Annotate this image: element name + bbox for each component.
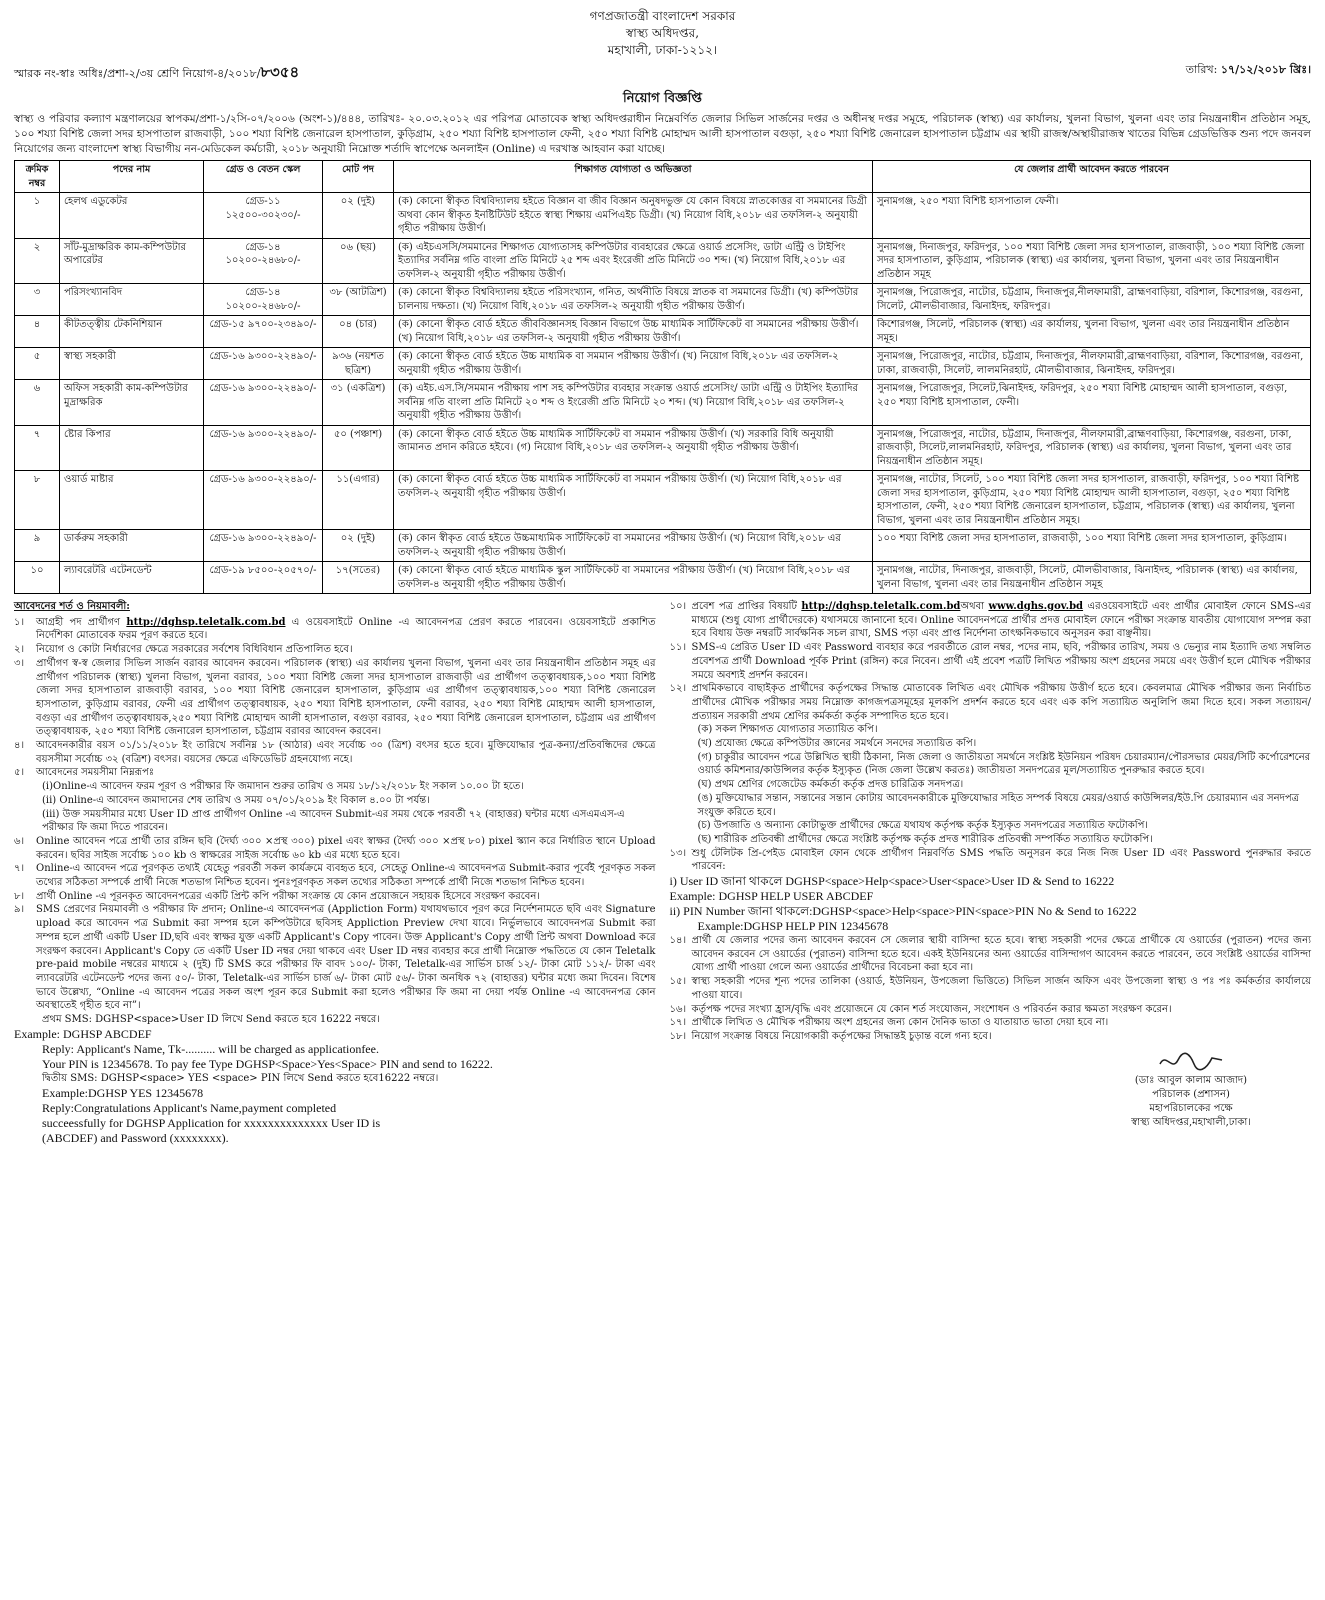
handwritten-signature <box>1081 1050 1301 1074</box>
condition-11: ১১। SMS-এ প্রেরিত User ID এবং Password ব্যবহার করে পরবর্তীতে রোল নম্বর, পদের নাম, ছবি, পরীক্ষার তারিখ, সময় ও ভেন্যুর নাম ইত্যাদি তথ্য সম্বলিত প্রবেশপত্র প্রার্থী Download পূর্বক Print (রঙ্গিন) করে নিবেন। প্রার্থী এই প্রবেশ পত্রটি লিখিত পরীক্ষায় অংশ গ্রহনের সময়ে এবং উত্তীর্ণ হলে মৌখিক পরীক্ষার সময়ে অবশ্যই প্রদর্শন করবেন। <box>669 642 1311 681</box>
district-cell: সুনামগঞ্জ, ২৫০ শয্যা বিশিষ্ট হাসপাতাল ফেনী। <box>873 193 1311 239</box>
condition-12-kha: (খ) প্রযোজ্য ক্ষেত্রে কম্পিউটার জ্ঞানের সমর্থনে সনদের সত্যায়িত কপি। <box>697 738 977 750</box>
serial-cell: ৬ <box>15 380 60 426</box>
grade-cell: গ্রেড-১৬ ৯৩০০-২২৪৯০/- <box>204 380 323 426</box>
col-grade: গ্রেড ও বেতন স্কেল <box>204 161 323 193</box>
condition-5: ৫। আবেদনের সময়সীমা নিম্নরূপঃ <box>14 767 155 779</box>
grade-cell: গ্রেড-১৪ ১০২০০-২৪৬৮০/- <box>204 238 323 284</box>
qualification-cell: (ক) কোনো স্বীকৃত বোর্ড হইতে উচ্চ মাধ্যমিক সার্টিফিকেট বা সমমান পরীক্ষায় উত্তীর্ণ। (খ) নিয়োগ বিধি,২০১৮ এর তফসিল-২ অনুযায়ী গৃহীত পরীক্ষায় উত্তীর্ণ। <box>394 471 873 530</box>
condition-5-ii: (ii) Online-এ আবেদন জমাদানের শেষ তারিখ ও সময় ০৭/০১/২০১৯ ইং বিকাল ৪.০০ টা পর্যন্ত। <box>42 794 430 806</box>
signature-block <box>1081 1050 1301 1130</box>
table-row <box>15 238 1311 284</box>
district-cell: সুনামগঞ্জ, পিরোজপুর, সিলেট,ঝিনাইদহ, ফরিদপুর, ২৫০ শয্যা বিশিষ্ট মোহাম্মদ আলী হাসপাতাল, বগুড়া, ২৫০ শয্যা বিশিষ্ট হাসপাতাল, ফেনী। <box>873 380 1311 426</box>
conditions-right <box>670 600 1312 1146</box>
district-cell: সুনামগঞ্জ, নাটোর, সিলেট, ১০০ শয্যা বিশিষ্ট জেলা সদর হাসপাতাল, রাজবাড়ী, ফরিদপুর, ১০০ শয্যা বিশিষ্ট জেলা সদর হাসপাতাল, কুড়িগ্রাম, ২৫০ শয্যা বিশিষ্ট মোহাম্মদ আলী হাসপাতাল, বগুড়া, ২৫০ শয্যা বিশিষ্ট হাসপাতাল, ফেনী, ২৫০ শয্যা বিশিষ্ট জেনারেল হাসপাতাল, চট্টগ্রাম, পরিচালক (স্বাস্থ্য) এর কার্যালয়, খুলনা বিভাগ, খুলনা এবং তার নিয়ন্ত্রনাধীন প্রতিষ্ঠান সমূহ। <box>873 471 1311 530</box>
grade-cell: গ্রেড-১৯ ৮৫০০-২০৫৭০/- <box>204 562 323 594</box>
grade-cell: গ্রেড-১৪ ১০২০০-২৪৬৮০/- <box>204 284 323 316</box>
table-row <box>15 562 1311 594</box>
post-cell: ওয়ার্ড মাষ্টার <box>60 471 204 530</box>
serial-cell: ২ <box>15 238 60 284</box>
condition-10: ১০। প্রবেশ পত্র প্রাপ্তির বিষয়টি http://dghsp.teletalk.com.bdঅথবা www.dghs.gov.bd এরওয়েবসাইটে এবং প্রার্থীর মোবাইল ফোনে SMS-এর মাধ্যমে (শুধু যোগ্য প্রার্থীদেরকে) যথাসময়ে জানানো হবে। Online আবেদনপত্রে প্রার্থীর প্রদত্ত মোবাইল ফোনে পরীক্ষা সংক্রান্ত যাবতীয় যোগাযোগ সম্পন্ন করা হবে বিধায় উক্ত নম্বরটি সার্বক্ষনিক সচল রাখা, SMS পড়া এবং প্রাপ্ত নির্দেশনা তাৎক্ষনিকভাবে অনুসরন করা বাঞ্ছনীয়। <box>669 601 1311 640</box>
condition-12-chha: (ছ) শারীরিক প্রতিবন্ধী প্রার্থীদের ক্ষেত্রে সংশ্লিষ্ট কর্তৃপক্ষ কর্তৃক প্রদত্ত শারীরিক প্রতিবন্ধী সম্পর্কিত সত্যায়িত ফটোকপি। <box>697 833 1153 845</box>
signatory-behalf: মহাপরিচালকের পক্ষে <box>1149 1102 1233 1114</box>
count-cell: ৯৩৬ (নয়শত ছত্রিশ) <box>323 348 394 380</box>
district-cell: ১০০ শয্যা বিশিষ্ট জেলা সদর হাসপাতাল, রাজবাড়ী, ১০০ শয্যা বিশিষ্ট জেলা সদর হাসপাতাল, কুড়িগ্রাম। <box>873 530 1311 562</box>
table-header-row <box>15 161 1311 193</box>
qualification-cell: (ক) কোনো স্বীকৃত বিশ্ববিদ্যালয় হইতে বিজ্ঞান বা জীব বিজ্ঞান অনুষদভুক্ত যে কোন বিষয়ে স্নাতকোত্তর বা সমমানের ডিগ্রী অথবা কোন স্বীকৃত ইনষ্টিটিউট হইতে স্বাস্থ্য শিক্ষায় এমপিএইচ ডিগ্রী। (খ) নিয়োগ বিধি,২০১৮ এর তফসিল-২ অনুযায়ী গৃহীত পরীক্ষায় উত্তীর্ণ। <box>394 193 873 239</box>
condition-8: ৮। প্রার্থী Online -এ পূরনকৃত আবেদনপত্রের একটি প্রিন্ট কপি পরীক্ষা সংক্রান্ত যে কোন প্রয়োজনে সহায়ক হিসেবে সংরক্ষণ করবেন। <box>14 890 540 902</box>
col-serial: ক্রমিক নম্বর <box>15 161 60 193</box>
serial-cell: ১ <box>15 193 60 239</box>
qualification-cell: (ক) কোন স্বীকৃত বোর্ড হইতে উচ্চমাধ্যমিক সার্টিফিকেট বা সমমানের পরীক্ষায় উত্তীর্ণ। (খ) নিয়োগ বিধি,২০১৮ এর তফসিল-২ অনুযায়ী গৃহীত পরীক্ষায় উত্তীর্ণ। <box>394 530 873 562</box>
help-user-sms: i) User ID জানা থাকলে DGHSP<space>Help<space>User<space>User ID & Send to 16222 <box>669 874 1115 889</box>
col-post: পদের নাম <box>60 161 204 193</box>
condition-12-ka: (ক) সকল শিক্ষাগত যোগ্যতার সত্যায়িত কপি। <box>697 724 878 736</box>
condition-16: ১৬। কর্তৃপক্ষ পদের সংখ্যা হ্রাস/বৃদ্ধি এবং প্রয়োজনে যে কোন শর্ত সংযোজন, সংশোধন ও পরিবর্তন করার ক্ষমতা সংরক্ষণ করেন। <box>669 1003 1172 1015</box>
condition-6: ৬। Online আবেদন পত্রে প্রার্থী তার রঙ্গিন ছবি (দৈর্ঘ্য ৩০০ ×প্রস্থ ৩০০) pixel এবং স্বাক্ষর (দৈর্ঘ্য ৩০০ ×প্রস্থ ৮০) pixel স্ক্যান করে নির্ধারিত স্থানে Upload করবেন। ছবির সাইজ সর্বোচ্চ ১০০ kb ও স্বাক্ষরের সাইজ সর্বোচ্চ ৬০ kb এর মধ্যে হতে হবে। <box>14 835 656 861</box>
grade-cell: গ্রেড-১৬ ৯৩০০-২২৪৯০/- <box>204 530 323 562</box>
district-cell: সুনামগঞ্জ, পিরোজপুর, নাটোর, চট্টগ্রাম, দিনাজপুর, নীলফামারী,ব্রাহ্মণবাড়িয়া, কিশোরগঞ্জ, বরগুনা, ঢাকা, রাজবাড়ী, সিলেট,লালমনিরহাট, ফরিদপুর, পরিচালক (স্বাস্থ্য) এর কার্যালয়, খুলনা বিভাগ, খুলনা এবং তার নিয়ন্ত্রনাধীন প্রতিষ্ঠান সমূহ। <box>873 425 1311 471</box>
conditions-left <box>14 600 656 1146</box>
sms-example-1: Example: DGHSP ABCDEF <box>14 1026 152 1041</box>
conditions <box>14 600 1311 1146</box>
sms-reply-2c: (ABCDEF) and Password (xxxxxxxx). <box>42 1130 229 1145</box>
condition-18: ১৮। নিয়োগ সংক্রান্ত বিষয়ে নিয়োগকারী কর্তৃপক্ষের সিদ্ধান্তই চুড়ান্ত বলে গন্য হবে। <box>669 1030 992 1042</box>
condition-4: ৪। আবেদনকারীর বয়স ০১/১১/২০১৮ ইং তারিখে সর্বনিম্ন ১৮ (আঠার) এবং সর্বোচ্চ ৩০ (ত্রিশ) বৎসর হতে হবে। মুক্তিযোদ্ধার পুত্র-কন্যা/প্রতিবন্ধিদের ক্ষেত্রে বয়সসীমা সর্বোচ্চ ৩২ (বত্রিশ) বৎসর। বয়সের ক্ষেত্রে এফিডেভিট গ্রহনযোগ্য নহে। <box>14 740 656 765</box>
condition-9: ৯। SMS প্রেরণের নিয়মাবলী ও পরীক্ষার ফি প্রদান; Online-এ আবেদনপত্র (Appliction Form) যথাযথভাবে পূরণ করে নির্দেশনামতে ছবি এবং Signature upload করে আবেদন পত্র Submit করা সম্পন্ন হলে কম্পিউটারে ছবিসহ Appliction Preview দেখা যাবে। নির্ভুলভাবে আবেদনপত্র Submit করা সম্পন্ন হলে প্রার্থী একটি User ID,ছবি এবং স্বাক্ষর যুক্ত একটি Applicant's Copy পাবেন। উক্ত Applicant's Copy প্রার্থী প্রিন্ট অথবা Download করে সংরক্ষণ করবেন। Applicant's Copy তে একটি User ID নম্বর দেয়া থাকবে এবং User ID নম্বর ব্যবহার করে প্রার্থী নিম্নোক্ত পদ্ধতিতে যে কোন Teletalk pre-paid mobile নম্বরের মাধ্যমে ২ (দুই) টি SMS করে পরীক্ষার ফি বাবদ ১০০/- টাকা, Teletalk-এর সার্ভিস চার্জ ১২/- টাকা মোট ১১২/- টাকা এবং ল্যাবরেটরি এটেনডেন্ট পদের জন্য ৫০/- টাকা, Teletalk-এর সার্ভিস চার্জ ৬/- টাকা মোট ৫৬/- টাকা অনধিক ৭২ (বাহাত্তর) ঘন্টার মধ্যে জমা দিবেন। বিশেষ ভাবে উল্লেখ্য, “Online -এ আবেদন পত্রের সকল অংশ পূরন করে Submit করা হলেও পরীক্ষার ফি জমা না দেয়া পর্যন্ত Online -এ আবেদনপত্র কোন অবস্থাতেই গৃহীত হবে না”। <box>14 904 656 1012</box>
count-cell: ৩১ (একত্রিশ) <box>323 380 394 426</box>
serial-cell: ৩ <box>15 284 60 316</box>
dghs-link[interactable]: www.dghs.gov.bd <box>988 601 1084 612</box>
memo-number: ৮৩৫৪ <box>260 63 300 81</box>
condition-12-gha: (ঘ) প্রথম শ্রেণির গেজেটেড কর্মকর্তা কর্তৃক প্রদত্ত চারিত্রিক সনদপত্র। <box>697 779 964 791</box>
signatory-name: (ডাঃ আবুল কালাম আজাদ) <box>1134 1074 1248 1086</box>
table-row <box>15 530 1311 562</box>
condition-5-iii: (iii) উক্ত সময়সীমার মধ্যে User ID প্রাপ্ত প্রার্থীগণ Online -এ আবেদন Submit-এর সময় থেকে পরবর্তী ৭২ (বাহাত্তর) ঘন্টার মধ্যে এসএমএস-এ পরীক্ষার ফি জমা দিতে পারবেন। <box>42 808 625 834</box>
qualification-cell: (ক) কোনো স্বীকৃত বিশ্ববিদ্যালয় হইতে পরিসংখ্যান, গনিত, অর্থনীতি বিষয়ে স্নাতক বা সমমানের ডিগ্রী। (খ) কম্পিউটার চালনায় দক্ষতা। (খ) নিয়োগ বিধি,২০১৮ এর তফসিল-২ অনুযায়ী গৃহীত পরীক্ষায় উত্তীর্ণ। <box>394 284 873 316</box>
memo-reference: স্মারক নং-স্বাঃ অধিঃ/প্রশা-২/৩য় শ্রেণি নিয়োগ-৪/২০১৮/৮৩৫৪ <box>14 63 300 81</box>
district-cell: সুনামগঞ্জ, পিরোজপুর, নাটোর, চট্টগ্রাম, দিনাজপুর,নীলফামারী, ব্রাহ্মণবাড়িয়া, বরিশাল, কিশোরগঞ্জ, বরগুনা, সিলেট, মৌলভীবাজার, ঝিনাইদহ, ফরিদপুর। <box>873 284 1311 316</box>
grade-cell: গ্রেড-১৬ ৯৩০০-২২৪৯০/- <box>204 425 323 471</box>
post-cell: ষ্টোর কিপার <box>60 425 204 471</box>
condition-1: ১। আগ্রহী পদ প্রার্থীগণ http://dghsp.teletalk.com.bd এ ওয়েবসাইটে Online -এ আবেদনপত্র প্রেরণ করতে পারবেন। ওয়েবসাইটে প্রকাশিত নির্দেশিকা মোতাবেক ফরম পূরণ করতে হবে। <box>14 616 656 642</box>
intro-paragraph: স্বাস্থ্য ও পরিবার কল্যাণ মন্ত্রণালয়ের স্বাপকম/প্রশা-১/২সি-০৭/২০০৬ (অংশ-১)/৪৪৪, তারিখঃ- ২০.০৩.২০১২ এর পরিপত্র মোতাবেক স্বাস্থ্য অধিদপ্তরাধীন নিম্নেবর্ণিত জেলার সিভিল সার্জনের দপ্তর ও অধীনস্থ দপ্তর সমূহে, পরিচালক (স্বাস্থ্য) এর কার্যালয়, খুলনা বিভাগ, খুলনা এবং তার নিয়ন্ত্রনাধীন প্রতিষ্ঠান সমূহ, ১০০ শয্যা বিশিষ্ট জেলা সদর হাসপাতাল রাজবাড়ী, ১০০ শয্যা বিশিষ্ট জেনারেল হাসপাতাল, কুড়িগ্রাম, ২৫০ শয্যা বিশিষ্ট হাসপাতাল ফেনী, ২৫০ শয্যা বিশিষ্ট মোহাম্মদ আলী হাসপাতাল বগুড়া, ২৫০ শয্যা বিশিষ্ট জেনারেল হাসপাতাল চট্টগ্রাম এর স্থায়ী রাজস্ব/অস্থায়ীরাজস্ব খাতের বিভিন্ন গ্রেডভিত্তিক শুন্য পদে জনবল নিয়োগের জন্য বাংলাদেশ স্বাস্থ্য বিভাগীয় নন-মেডিকেল কর্মচারী, ২০১৮ অনুযায়ী নিম্নোক্ত শর্তাদি স্বাপেক্ষে অনলাইন (Online) এ দরখাস্ত আহবান করা যাচ্ছে। <box>14 113 1311 155</box>
signatory-designation: পরিচালক (প্রশাসন) <box>1152 1088 1230 1100</box>
conditions-heading: আবেদনের শর্ত ও নিয়মাবলী: <box>14 601 130 612</box>
govt-name: গণপ্রজাতন্ত্রী বাংলাদেশ সরকার <box>589 9 736 23</box>
condition-12-uo: (ঙ) মুক্তিযোদ্ধার সন্তান, সন্তানের সন্তান কোটায় আবেদনকারীকে মুক্তিযোদ্ধার সহিত সম্পর্ক বিষয়ে মেয়র/ওয়ার্ড কাউন্সিলর/ইউ.পি চেয়ারম্যান এর সনদপত্র সংযুক্ত করিতে হবে। <box>697 792 1299 818</box>
serial-cell: ১০ <box>15 562 60 594</box>
col-district: যে জেলার প্রার্থী আবেদন করতে পারবেন <box>873 161 1311 193</box>
office-address: মহাখালী, ঢাকা-১২১২। <box>607 43 718 57</box>
qualification-cell: (ক) কোনো স্বীকৃত বোর্ড হইতে উচ্চ মাধ্যমিক সার্টিফিকেট বা সমমান পরীক্ষায় উত্তীর্ণ। (খ) সরকারি বিধি অনুযায়ী জামানত প্রদান করিতে হইবে। (গ) নিয়োগ বিধি,২০১৮ এর তফসিল-২ অনুযায়ী গৃহীত পরীক্ষায় উত্তীর্ণ। <box>394 425 873 471</box>
qualification-cell: (ক) এইচএসসি/সমমানের শিক্ষাগত যোগ্যতাসহ কম্পিউটার ব্যবহারের ক্ষেত্রে ওয়ার্ড প্রসেসিং, ডাটা এন্ট্রি ও টাইপিং ইত্যাদির সর্বনিম্ন গতি বাংলা প্রতি মিনিটে ২৫ শব্দ এবং ইংরেজী প্রতি মিনিটে ৩০ শব্দ। (খ) নিয়োগ বিধি,২০১৮ এর তফসিল-২ অনুযায়ী গৃহীত পরীক্ষায় উত্তীর্ণ। <box>394 238 873 284</box>
qualification-cell: (ক) কোনো স্বীকৃত বোর্ড হইতে উচ্চ মাধ্যমিক বা সমমান পরীক্ষায় উত্তীর্ণ। (খ) নিয়োগ বিধি,২০১৮ এর তফসিল-২ অনুযায়ী গৃহীত পরীক্ষায় উত্তীর্ণ। <box>394 348 873 380</box>
count-cell: ৫০ (পঞ্চাশ) <box>323 425 394 471</box>
district-cell: সুনামগঞ্জ, নাটোর, দিনাজপুর, রাজবাড়ী, সিলেট, মৌলভীবাজার, ঝিনাইদহ, পরিচালক (স্বাস্থ্য) এর কার্যালয়, খুলনা বিভাগ, খুলনা এবং তার নিয়ন্ত্রনাধীন প্রতিষ্ঠান সমূহ <box>873 562 1311 594</box>
count-cell: ০২ (দুই) <box>323 530 394 562</box>
table-row <box>15 316 1311 348</box>
qualification-cell: (ক) এইচ.এস.সি/সমমান পরীক্ষায় পাশ সহ কম্পিউটার ব্যবহার সংক্রান্ত ওয়ার্ড প্রসেসিং/ ডাটা এন্ট্রি ও টাইপিং ইত্যাদির সর্বনিম্ন গতি বাংলা প্রতি মিনিটে ২০ শব্দ ও ইংরেজী প্রতি মিনিটে ২০ শব্দ। (খ) নিয়োগ বিধি,২০১৮ এর তফসিল-২ অনুযায়ী গৃহীত পরীক্ষায় উত্তীর্ণ। <box>394 380 873 426</box>
count-cell: ০৬ (ছয়) <box>323 238 394 284</box>
post-cell: ডার্করুম সহকারী <box>60 530 204 562</box>
count-cell: ৩৮ (আটত্রিশ) <box>323 284 394 316</box>
post-cell: স্বাস্থ্য সহকারী <box>60 348 204 380</box>
condition-12: ১২। প্রাথমিকভাবে বাছাইকৃত প্রার্থীদের কর্তৃপক্ষের সিদ্ধান্ত মোতাবেক লিখিত এবং মৌখিক পরীক্ষায় উত্তীর্ণ হতে হবে। কেবলমাত্র মৌখিক পরীক্ষার জন্য নির্বাচিত প্রার্থীদের মৌখিক পরীক্ষার সময় নিম্নোক্ত কাগজপত্রসমূহের মূলকপি প্রদর্শন করতে হবে এবং এক কপি সত্যায়িত অনুলিপি জমা দিতে হবে। সকল সত্যায়ন/প্রত্যায়ন সরকারী প্রথম শ্রেণির কর্মকর্তা কর্তৃক সম্পাদিত হতে হবে। <box>669 683 1311 722</box>
grade-cell: গ্রেড-১১ ১২৫০০-৩০২৩০/- <box>204 193 323 239</box>
condition-12-ga: (গ) চাকুরীর আবেদন পত্রে উল্লিখিত স্থায়ী ঠিকানা, নিজ জেলা ও জাতীয়তা সমর্থনে সংশ্লিষ্ট ইউনিয়ন পরিষদ চেয়ারম্যান/পৌরসভার মেয়র/সিটি কর্পোরেশনের ওয়ার্ড কমিশনার/কাউন্সিলর কর্তৃক ইস্যুকৃত (নিজ জেলা উল্লেখ করতঃ) জাতীয়তা সনদপত্রের মূল/সত্যায়িত পুনরুদ্ধার করতে হবে। <box>697 751 1311 777</box>
grade-cell: গ্রেড-১৬ ৯৩০০-২২৪৯০/- <box>204 348 323 380</box>
col-count: মোট পদ <box>323 161 394 193</box>
page-title: নিয়োগ বিজ্ঞপ্তি <box>623 91 702 106</box>
count-cell: ১৭(সতের) <box>323 562 394 594</box>
condition-3: ৩। প্রার্থীগণ স্ব-স্ব জেলার সিভিল সার্জন বরাবর আবেদন করবেন। পরিচালক (স্বাস্থ্য) এর কার্যালয় খুলনা বিভাগ, খুলনা এবং তার নিয়ন্ত্রনাধীন প্রতিষ্ঠান সমূহ এর প্রার্থীগণ পরিচালক (স্বাস্থ্য) খুলনা বিভাগ, খুলনা বরাবর, ১০০ শয্যা বিশিষ্ট জেলা সদর হাসপাতাল রাজবাড়ী এর প্রার্থীগণ তত্ত্বাবধায়ক,১০০ শয্যা বিশিষ্ট জেলা সদর হাসপাতাল রাজবাড়ী বরাবর, ১০০ শয্যা বিশিষ্ট জেনারেল হাসপাতাল, কুড়িগ্রাম এর প্রার্থীগণ তত্ত্বাবধায়ক,১০০ শয্যা বিশিষ্ট জেনারেল হাসপাতাল, কুড়িগ্রাম বরাবর, ফেনী এর প্রার্থীগণ তত্ত্বাবধায়ক, ২৫০ শয্যা বিশিষ্ট হাসপাতাল, ফেনী বরাবর, ২৫০ শয্যা বিশিষ্ট মোহাম্মদ আলী হাসপাতাল, বগুড়া এর প্রার্থীগণ তত্ত্বাবধায়ক,২৫০ শয্যা বিশিষ্ট মোহাম্মদ আলী হাসপাতাল, বগুড়া বরাবর, ২৫০ শয্যা বিশিষ্ট জেনারেল হাসপাতাল, চট্টগ্রাম এর প্রার্থীগণ তত্ত্বাবধায়ক, ২৫০ শয্যা বিশিষ্ট জেনারেল হাসপাতাল, চট্টগ্রাম বরাবর আবেদন করবেন। <box>14 657 656 738</box>
qualification-cell: (ক) কোনো স্বীকৃত বোর্ড হইতে জীববিজ্ঞানসহ বিজ্ঞান বিভাগে উচ্চ মাধ্যমিক সার্টিফিকেট বা সমমানের পরীক্ষায় উত্তীর্ণ। (খ) নিয়োগ বিধি,২০১৮ এর তফসিল-২ অনুযায়ী গৃহীত পরীক্ষায় উত্তীর্ণ। <box>394 316 873 348</box>
condition-5-i: (i)Online-এ আবেদন ফরম পূরণ ও পরীক্ষার ফি জমাদান শুরুর তারিখ ও সময় ১৮/১২/২০১৮ ইং সকাল ১০.০০ টা হতে। <box>42 781 524 793</box>
memo-line <box>14 61 1311 86</box>
teletalk-link-2[interactable]: http://dghsp.teletalk.com.bd <box>801 601 961 612</box>
sms-example-2: Example:DGHSP YES 12345678 <box>42 1085 204 1100</box>
vacancy-table <box>14 160 1311 594</box>
sms-reply-2a: Reply:Congratulations Applicant's Name,payment completed <box>42 1100 337 1115</box>
district-cell: সুনামগঞ্জ, দিনাজপুর, ফরিদপুর, ১০০ শয্যা বিশিষ্ট জেলা সদর হাসপাতাল, রাজবাড়ী, ১০০ শয্যা বিশিষ্ট জেলা সদর হাসপাতাল, কুড়িগ্রাম, পরিচালক (স্বাস্থ্য) এর কার্যালয়, খুলনা বিভাগ, খুলনা এবং তার নিয়ন্ত্রনাধীন প্রতিষ্ঠান সমূহ <box>873 238 1311 284</box>
teletalk-link[interactable]: http://dghsp.teletalk.com.bd <box>126 616 286 628</box>
grade-cell: গ্রেড-১৫ ৯৭০০-২৩৪৯০/- <box>204 316 323 348</box>
condition-14: ১৪। প্রার্থী যে জেলার পদের জন্য আবেদন করবেন সে জেলার স্থায়ী বাসিন্দা হতে হবে। স্বাস্থ্য সহকারী পদের ক্ষেত্রে প্রার্থীকে যে ওয়ার্ডের (পুরাতন) পদের জন্য আবেদন করবেন সে ওয়ার্ডের (পুরাতন) বাসিন্দা হতে হবে। একই ইউনিয়নের অন্য ওয়ার্ডের বাসিন্দাগণ আবেদন করতে পারবেন, তবে সংশ্লিষ্ট ওয়ার্ডের বাসিন্দা যোগ্য প্রার্থী পাওয়া গেলে অন্য ওয়ার্ডের প্রার্থীদের বিবেচনা করা হবে না। <box>669 935 1311 974</box>
post-cell: হেলথ এডুকেটর <box>60 193 204 239</box>
table-row <box>15 425 1311 471</box>
grade-cell: গ্রেড-১৬ ৯৩০০-২২৪৯০/- <box>204 471 323 530</box>
table-row <box>15 193 1311 239</box>
condition-15: ১৫। স্বাস্থ্য সহকারী পদের শূন্য পদের তালিকা (ওয়ার্ড, ইউনিয়ন, উপজেলা ভিত্তিতে) সিভিল সার্জন অফিস এবং উপজেলা স্বাস্থ্য ও পঃ পঃ কর্মকর্তার কার্যালয়ে পাওয়া যাবে। <box>669 976 1311 1001</box>
table-row <box>15 284 1311 316</box>
sms-second: দ্বিতীয় SMS: DGHSP<space> YES <space> PIN লিখে Send করতে হবে16222 নম্বরে। <box>42 1072 439 1084</box>
post-cell: পরিসংখ্যানবিদ <box>60 284 204 316</box>
table-row <box>15 471 1311 530</box>
post-cell: সাঁট-মুদ্রাক্ষরিক কাম-কম্পিউটার অপারেটর <box>60 238 204 284</box>
serial-cell: ৭ <box>15 425 60 471</box>
post-cell: ল্যাবরেটরি এটেনডেন্ট <box>60 562 204 594</box>
help-user-example: Example: DGHSP HELP USER ABCDEF <box>669 889 874 904</box>
qualification-cell: (ক) কোনো স্বীকৃত বোর্ড হইতে মাধ্যমিক স্কুল সার্টিফিকেট বা সমমানের পরীক্ষায় উত্তীর্ণ। (খ) নিয়োগ বিধি,২০১৮ এর তফসিল-৪ অনুযায়ী গৃহীত পরীক্ষায় উত্তীর্ণ। <box>394 562 873 594</box>
count-cell: ০২ (দুই) <box>323 193 394 239</box>
district-cell: কিশোরগঞ্জ, সিলেট, পরিচালক (স্বাস্থ্য) এর কার্যালয়, খুলনা বিভাগ, খুলনা এবং তার নিয়ন্ত্রনাধীন প্রতিষ্ঠান সমূহ। <box>873 316 1311 348</box>
issue-date: তারিখ: ১৭/১২/২০১৮ খ্রিঃ। <box>1185 63 1311 76</box>
help-pin-example: Example:DGHSP HELP PIN 12345678 <box>697 919 889 934</box>
condition-2: ২। নিয়োগ ও কোটা নির্ধারণের ক্ষেত্রে সরকারের সর্বশেষ বিধিবিধান প্রতিপালিত হবে। <box>14 644 353 656</box>
sms-reply-2b: succeessfully for DGHSP Application for xxxxxxxxxxxxxx User ID is <box>42 1115 381 1130</box>
sms-reply-1a: Reply: Applicant's Name, Tk-.......... will be charged as applicationfee. <box>42 1041 379 1056</box>
condition-13: ১৩। শুধু টেলিটক প্রি-পেইড মোবাইল ফোন থেকে প্রার্থীগণ নিম্নবর্ণিত SMS পদ্ধতি অনুসরন করে নিজ নিজ User ID এবং Password পুনরুদ্ধার করতে পারবেন: <box>669 847 1311 873</box>
serial-cell: ৮ <box>15 471 60 530</box>
condition-12-cha: (চ) উপজাতি ও অন্যান্য কোটাভুক্ত প্রার্থীদের ক্ষেত্রে যথাযথ কর্তৃপক্ষ কর্তৃক ইস্যুকৃত সনদপত্রের সত্যায়িত ফটোকপি। <box>697 820 1148 832</box>
condition-7: ৭। Online-এ আবেদন পত্রে পূরণকৃত তথ্যই যেহেতু পরবর্তী সকল কার্যক্রমে ব্যবহৃত হবে, সেহেতু Online-এ আবেদনপত্র Submit-করার পূর্বেই পূরণকৃত সকল তথ্যের সঠিকতা সম্পর্কে প্রার্থী নিজে শতভাগ নিশ্চিত হবেন। পুনঃপূরণকৃত সকল তথ্যের সঠিকতা সম্পর্কে প্রার্থী নিজে শতভাগ নিশ্চিত হবেন। <box>14 863 656 889</box>
serial-cell: ৫ <box>15 348 60 380</box>
post-cell: কীটতত্ত্বীয় টেকনিশিয়ান <box>60 316 204 348</box>
count-cell: ১১(এগার) <box>323 471 394 530</box>
district-cell: সুনামগঞ্জ, পিরোজপুর, নাটোর, চট্টগ্রাম, দিনাজপুর, নীলফামারী,ব্রাহ্মণবাড়িয়া, বরিশাল, কিশোরগঞ্জ, বরগুনা, ঢাকা, রাজবাড়ী, সিলেট, লালমনিরহাট, মৌলভীবাজার, ঝিনাইদহ, ফরিদপুর। <box>873 348 1311 380</box>
directorate-name: স্বাস্থ্য অধিদপ্তর, <box>625 26 700 40</box>
letterhead <box>14 8 1311 59</box>
col-qualification: শিক্ষাগত যোগ্যতা ও অভিজ্ঞতা <box>394 161 873 193</box>
help-pin-sms: ii) PIN Number জানা থাকলে:DGHSP<space>Help<space>PIN<space>PIN No & Send to 16222 <box>669 904 1137 919</box>
serial-cell: ৪ <box>15 316 60 348</box>
condition-17: ১৭। প্রার্থীকে লিখিত ও মৌখিক পরীক্ষায় অংশ গ্রহনের জন্য কোন দৈনিক ভাতা ও যাতায়াত ভাতা দেয়া হবে না। <box>669 1017 1109 1029</box>
serial-cell: ৯ <box>15 530 60 562</box>
count-cell: ০৪ (চার) <box>323 316 394 348</box>
sms-first: প্রথম SMS: DGHSP<space>User ID লিখে Send করতে হবে 16222 নম্বরে। <box>42 1014 380 1026</box>
post-cell: অফিস সহকারী কাম-কম্পিউটার মুদ্রাক্ষরিক <box>60 380 204 426</box>
table-row <box>15 380 1311 426</box>
sms-reply-1b: Your PIN is 12345678. To pay fee Type DGHSP<Space>Yes<Space> PIN and send to 16222. <box>42 1056 493 1071</box>
signatory-office: স্বাস্থ্য অধিদপ্তর,মহাখালী,ঢাকা। <box>1131 1116 1251 1128</box>
table-row <box>15 348 1311 380</box>
